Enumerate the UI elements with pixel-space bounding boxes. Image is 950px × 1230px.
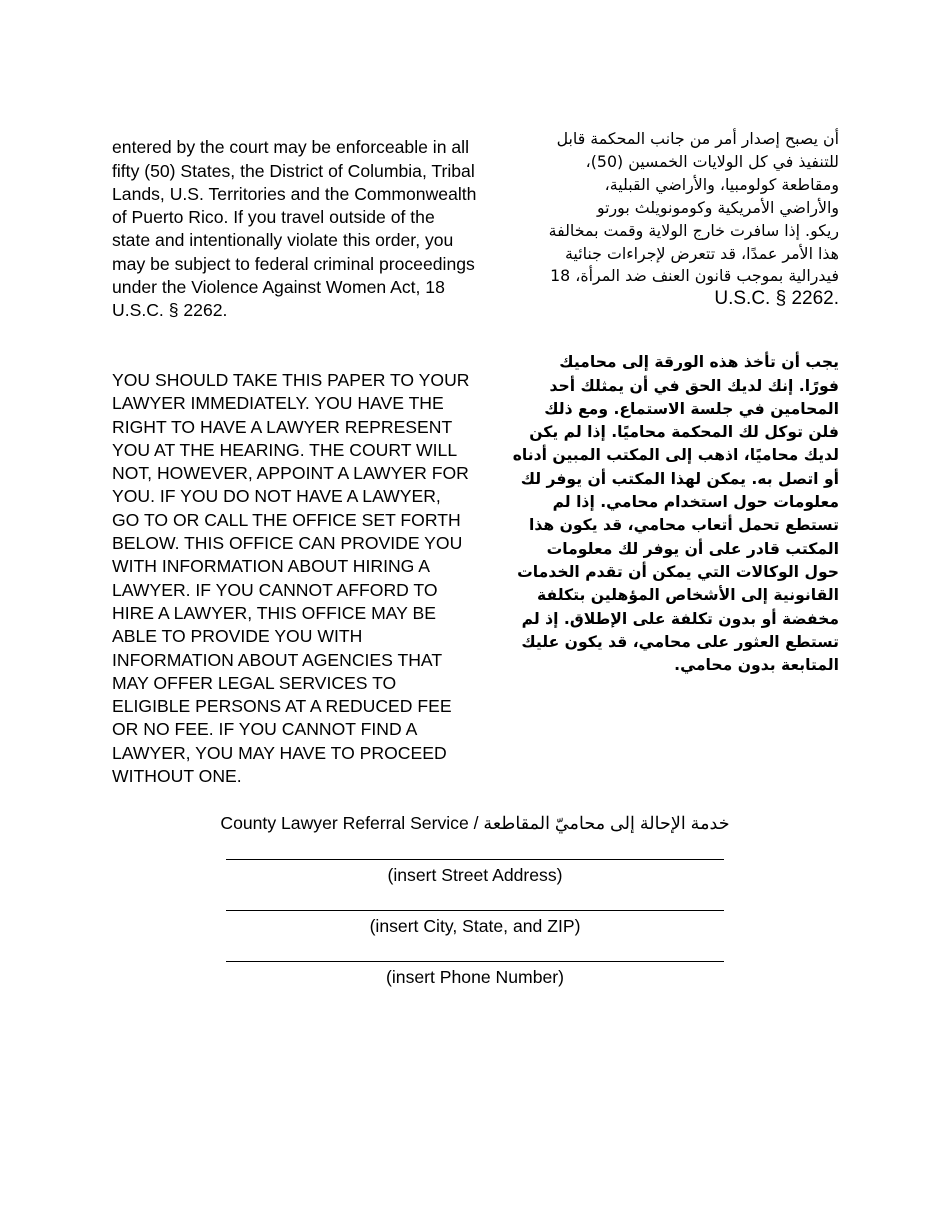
english-lawyer-notice-paragraph: YOU SHOULD TAKE THIS PAPER TO YOUR LAWYER IMMEDIATELY. YOU HAVE THE RIGHT TO HAVE A LAWYER REPRESENT YOU AT THE HEARING. THE COURT WILL NOT, HOWEVER, APPOINT A LAWYER FOR YOU. IF YOU DO NOT HAVE A LAWYER, GO TO OR CALL THE OFFICE SET FORTH BELOW. THIS OFFICE CAN PROVIDE YOU WITH INFORMATION ABOUT HIRING A LAWYER. IF YOU CANNOT AFFORD TO HIRE A LAWYER, THIS OFFICE MAY BE ABLE TO PROVIDE YOU WITH INFORMATION ABOUT AGENCIES THAT MAY OFFER LEGAL SERVICES TO ELIGIBLE PERSONS AT A REDUCED FEE OR NO FEE. IF YOU CANNOT FIND A LAWYER, YOU MAY HAVE TO PROCEED WITHOUT ONE.	[112, 369, 470, 787]
arabic-enforcement-text: أن يصبح إصدار أمر من جانب المحكمة قابل للتنفيذ في كل الولايات الخمسين (50)، ومقاطعة كولومبيا، والأراضي القبلية، والأراضي الأمريكية وكومونويلث بورتو ريكو. إذا سافرت خارج الولاية وقمت بمخالفة هذا الأمر عمدًا، قد تتعرض لإجراءات جنائية فيدرالية بموجب قانون العنف ضد المرأة، 18	[548, 129, 839, 286]
english-column	[112, 113, 512, 812]
phone-block	[0, 960, 950, 989]
arabic-column	[512, 109, 839, 696]
referral-footer	[0, 810, 950, 989]
arabic-enforcement-citation: .U.S.C. § 2262	[714, 288, 839, 310]
phone-line	[226, 960, 724, 962]
phone-caption: (insert Phone Number)	[386, 967, 564, 987]
city-state-zip-caption: (insert City, State, and ZIP)	[369, 916, 581, 936]
referral-service-title: County Lawyer Referral Service / خدمة الإحالة إلى محاميّ المقاطعة	[220, 813, 730, 833]
city-state-zip-line	[226, 909, 724, 911]
english-enforcement-paragraph: entered by the court may be enforceable in all fifty (50) States, the District of Columbia, Tribal Lands, U.S. Territories and the Commonwealth of Puerto Rico. If you travel outside of the state and intentionally violate this order, you may be subject to federal criminal proceedings under the Violence Against Women Act, 18 U.S.C. § 2262.	[112, 137, 477, 321]
street-address-line	[226, 858, 724, 860]
street-address-block	[0, 858, 950, 887]
city-state-zip-block	[0, 909, 950, 938]
arabic-lawyer-notice-paragraph: يجب أن تأخذ هذه الورقة إلى محاميك فورًا. إنك لديك الحق في أن يمثلك أحد المحامين في جلسة الاستماع. ومع ذلك فلن توكل لك المحكمة محاميًا. إذا لم يكن لديك محاميًا، اذهب إلى المكتب المبين أدناه أو اتصل به. يمكن لهذا المكتب أن يوفر لك معلومات حول استخدام محامي. إذا لم تستطع تحمل أتعاب محامي، قد يكون هذا المكتب قادر على أن يوفر لك معلومات حول الوكالات التي يمكن أن تقدم الخدمات القانونية إلى الأشخاص المؤهلين بتكلفة مخفضة أو بدون تكلفة على الإطلاق. إذ لم تستطع العثور على محامي، قد يكون عليك المتابعة بدون محامي.	[512, 353, 839, 675]
arabic-enforcement-paragraph	[512, 128, 839, 311]
street-address-caption: (insert Street Address)	[387, 865, 563, 885]
